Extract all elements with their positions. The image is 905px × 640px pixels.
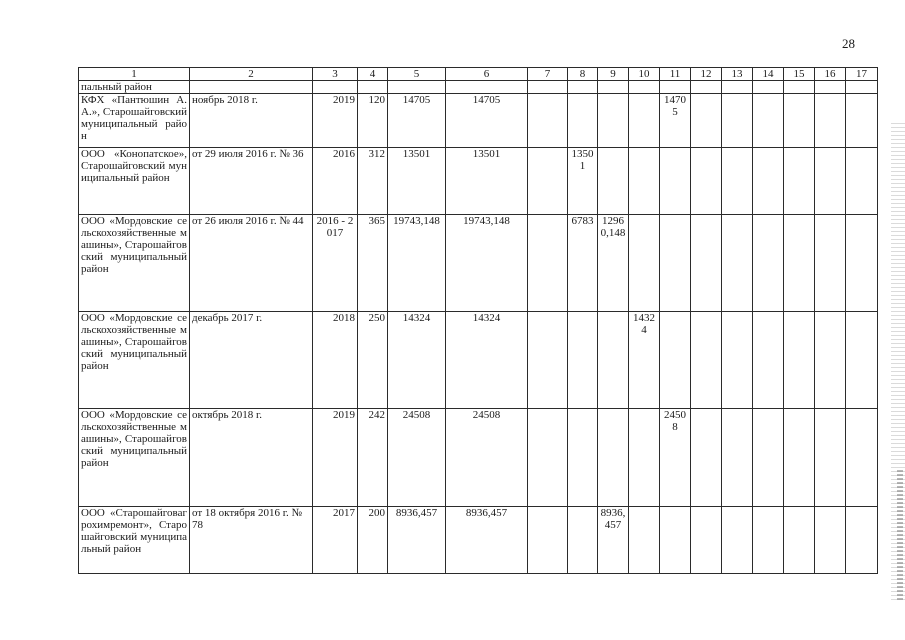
value-cell [815,148,846,215]
value-cell [815,409,846,507]
value-cell [753,507,784,574]
value-cell [722,409,753,507]
value-cell [528,148,568,215]
year-cell: 2016 [313,148,358,215]
value-cell: 19743,148 [388,215,446,312]
value-cell [815,215,846,312]
value-cell [784,215,815,312]
value-cell: 24508 [660,409,691,507]
organization-cell: ООО «Мордовские сельскохозяйственные машины», Старошайговский муниципальный район [79,215,190,312]
value-cell: 14705 [446,94,528,148]
value-cell: 6783 [568,215,598,312]
value-cell [528,312,568,409]
column-header: 17 [846,68,878,81]
value-cell [568,507,598,574]
table-row [79,507,878,574]
column-header: 13 [722,68,753,81]
value-cell [753,312,784,409]
column-header: 11 [660,68,691,81]
value-cell [815,507,846,574]
value-cell [784,148,815,215]
value-cell [598,409,629,507]
value-cell [815,312,846,409]
value-cell [722,94,753,148]
date-cell: октябрь 2018 г. [190,409,313,507]
organization-cell: ООО «Мордовские сельскохозяйственные машины», Старошайговский муниципальный район [79,409,190,507]
value-cell [528,215,568,312]
value-cell [629,507,660,574]
value-cell [846,215,878,312]
value-cell [598,312,629,409]
table-row [79,409,878,507]
value-cell [722,507,753,574]
continuation-cell: пальный район [79,81,190,94]
value-cell: 250 [358,312,388,409]
column-header: 1 [79,68,190,81]
column-number-row [79,68,878,81]
year-cell: 2017 [313,507,358,574]
column-header: 6 [446,68,528,81]
value-cell [722,148,753,215]
value-cell [691,148,722,215]
year-cell: 2018 [313,312,358,409]
value-cell [528,409,568,507]
value-cell [722,312,753,409]
date-cell: декабрь 2017 г. [190,312,313,409]
date-cell: ноябрь 2018 г. [190,94,313,148]
value-cell: 13501 [568,148,598,215]
date-cell: от 18 октября 2016 г. № 78 [190,507,313,574]
year-cell: 2019 [313,94,358,148]
table-row [79,148,878,215]
value-cell [691,409,722,507]
value-cell [691,94,722,148]
column-header: 16 [815,68,846,81]
value-cell [691,215,722,312]
value-cell [846,409,878,507]
value-cell [784,94,815,148]
value-cell [598,94,629,148]
value-cell [660,507,691,574]
value-cell [660,215,691,312]
column-header: 7 [528,68,568,81]
value-cell: 19743,148 [446,215,528,312]
value-cell: 14705 [388,94,446,148]
column-header: 8 [568,68,598,81]
value-cell: 14705 [660,94,691,148]
value-cell: 242 [358,409,388,507]
value-cell [753,215,784,312]
continuation-row [79,81,878,94]
year-cell: 2019 [313,409,358,507]
value-cell [660,312,691,409]
value-cell: 14324 [446,312,528,409]
value-cell [660,148,691,215]
organization-cell: ООО «Конопатское», Старошайговский муниципальный район [79,148,190,215]
value-cell [629,94,660,148]
scan-edge-artifact [897,470,903,600]
table-row [79,215,878,312]
table-row [79,312,878,409]
value-cell [753,148,784,215]
value-cell [629,409,660,507]
value-cell [722,215,753,312]
year-cell: 2016 - 2017 [313,215,358,312]
value-cell: 14324 [629,312,660,409]
date-cell: от 29 июля 2016 г. № 36 [190,148,313,215]
column-header: 12 [691,68,722,81]
value-cell: 14324 [388,312,446,409]
value-cell [691,507,722,574]
value-cell [846,94,878,148]
page-number: 28 [842,36,855,51]
value-cell [598,148,629,215]
value-cell [528,507,568,574]
value-cell: 365 [358,215,388,312]
column-header: 9 [598,68,629,81]
column-header: 5 [388,68,446,81]
value-cell [846,507,878,574]
column-header: 3 [313,68,358,81]
value-cell: 312 [358,148,388,215]
column-header: 14 [753,68,784,81]
value-cell: 13501 [446,148,528,215]
value-cell [784,409,815,507]
value-cell: 8936,457 [598,507,629,574]
value-cell [815,94,846,148]
value-cell [691,312,722,409]
organization-cell: ООО «Мордовские сельскохозяйственные машины», Старошайговский муниципальный район [79,312,190,409]
value-cell: 13501 [388,148,446,215]
date-cell: от 26 июля 2016 г. № 44 [190,215,313,312]
value-cell [568,312,598,409]
value-cell [784,507,815,574]
value-cell [568,409,598,507]
value-cell: 24508 [446,409,528,507]
investment-projects-table [78,67,878,574]
value-cell [753,409,784,507]
table-row [79,94,878,148]
value-cell: 8936,457 [388,507,446,574]
value-cell [568,94,598,148]
value-cell [784,312,815,409]
value-cell: 24508 [388,409,446,507]
organization-cell: ООО «Старошайговагрохимремонт», Старошайговский муниципальный район [79,507,190,574]
value-cell: 120 [358,94,388,148]
column-header: 4 [358,68,388,81]
organization-cell: КФХ «Пантюшин А.А.», Старошайговский муниципальный район [79,94,190,148]
column-header: 2 [190,68,313,81]
value-cell [846,148,878,215]
value-cell [753,94,784,148]
value-cell [528,94,568,148]
column-header: 15 [784,68,815,81]
value-cell [629,215,660,312]
value-cell: 12960,148 [598,215,629,312]
value-cell [846,312,878,409]
value-cell: 200 [358,507,388,574]
value-cell: 8936,457 [446,507,528,574]
column-header: 10 [629,68,660,81]
value-cell [629,148,660,215]
